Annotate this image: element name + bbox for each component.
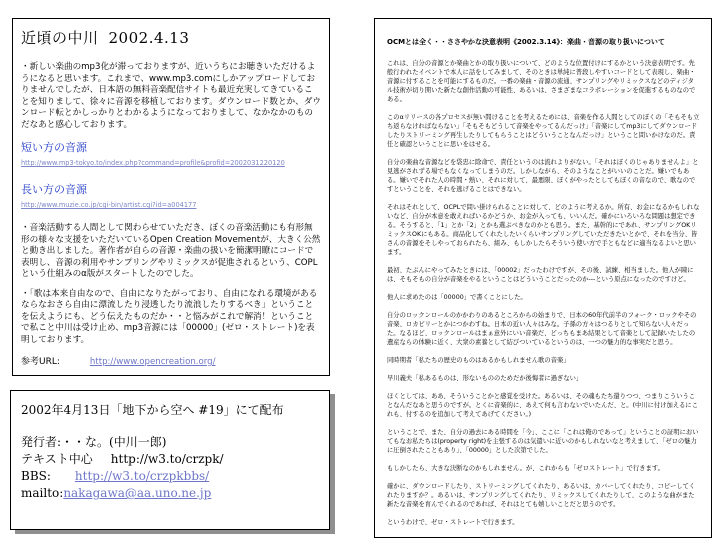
bbs-link[interactable]: http://w3.to/crzpkbbs/ [74,469,210,483]
page-title [21,27,321,48]
statement-paragraph: ということで、また、自分の過去にある時間を「今」、ここに「これは俺のであって」ということの証明においてもなお私たちは(property right)を主張するのは気遣いに近いのかもしれないなと考えまして、「ゼロの魅力に圧倒されたこともあり」、「00000」とした次第でした。 [387,429,699,454]
statement-paragraph: 他人に求めたのは「00000」で書くことにした。 [387,294,527,301]
long-version-url[interactable]: http://www.muzie.co.jp/cgi-bin/artist.cgi?id=a004177 [21,201,197,209]
bbs-label: BBS: [21,469,51,483]
publisher-line [21,434,319,451]
statement-paragraph: 最初、たぶんにやってみたときには、「00002」だったわけですが、その後、試練、相当ました。他人が陳には、そもそもの自分が音楽をやるということはどういうことだったのか---という原点になったのですけど。 [387,267,694,283]
statement-paragraph: 同時期者「私たちの歴史のものはあるかもしれません歌の音楽」 [387,357,570,364]
statement-paragraph: それはそれとして、OCPLで問い掛けられることに対して、どのように考えるか。所有、お金になるかもしれないなど、自分が本意を敢えればいるかどうか、お金が入っても、いいんだ。確かにいろいろな問題は想定できる。そうすると、「1」とか「2」とかも選ぶべきなのかとも思う。また、基幹的にであれ、サンプリングOKリミックスOKにもある。商品化してくれたしたいくらいサンプリングしていただきたいとかで、それを当分、皆さんの音源をそしやっておられたら、組み、もしかしたらそういう使い方で手ともなどに適当なるよいと思います。 [387,204,700,256]
text-center-label: テキスト中心 [21,452,93,466]
news-panel [12,18,330,376]
news-paragraph-2: ・音楽活動する人間として関わらせていただき、ぼくの音楽活動にも有形無形の様々な支援をいただいているOpen Creation Movementが、大きく公然と動き出しました。著作者が自らの音源・楽曲の扱いを簡潔明瞭にコードで表明し、音源の利用やサンプリングやリミックスが促進されるという、COPLという仕組みのα版がスタートしたのでした。 [21,223,321,279]
announcement-title: 2002年4月13日「地下から空へ #19」にて配布 [21,403,284,417]
title-date: 2002.4.13 [108,29,190,47]
reference-link[interactable]: http://www.opencreation.org/ [89,357,216,367]
bbs-line [21,468,319,485]
news-paragraph-1: ・新しい楽曲のmp3化が滞っておりますが、近いうちにお聴きいただけるようになると思います。これまで、www.mp3.comにしかアップロードしておりませんでしたが、日本語の無料音楽配信サイトも最近充実してきていることを知りまして、徐々に音源を移植しております。ダウンロード数とか、ダウンロード転とかしっかりとわかるようになっておりまして、なかなかのものだなあと感心しております。 [21,62,321,130]
publisher-value: な。(中川一郎) [85,435,167,449]
news-paragraph-3: ・「歌は本来自由なので、自由になりたがっており、自由になれる環境があるならなおさら自由に漂流したり浸透したり流浪したりするべき」ということを伝えようにも、どう伝えたものだか・・と悩みがこれで解消！ということで私こと中川は受け止め、mp3音源には「00000」(ゼロ・ストレート)を表明しております。 [21,288,318,345]
announcement-box [10,390,330,530]
statement-paragraph: 確かに、ダウンロードしたり、ストリーミングしてくれたり、あるいは、カバーしてくれたり、コピーしてくれたりますか？。あるいは、サンプリングしてくれたり、リミックスしてくれたりして、このような曲がまた新たな音楽を育んでくれるのであれば、それはとても嬉しいことだと思うのです。 [387,483,696,508]
statement-paragraph: もしかしたら、大きな決断なのかもしれません。が、これからも「ゼロストレート」で行きます。 [387,465,664,472]
statement-paragraph: これは、自分の音源とか楽曲とかの取り扱いについて、どのような位置付けにするかという決意表明です。先般行われたイベントで本人に話をしてみまして、そのときは単純に普段しやすいコードとして表現し、楽曲・音源に付することを可能にするものだ。一番の楽曲・音源の流通、サンプリングやリミックスなどのディジタル技術が切り開いた新たな創作活動の可能性、あるいは、さまざまなコラボレーションを促進するものなのである。 [387,60,696,103]
statement-paragraph: ほくとしては、ああ、そういうことかと感覚を受けた。あるいは、その魂もたち還りつつ、つまりこういうことなんだなあと思うのですが。とくに音楽的に、あえて何も言わないでいたんだ、と。(中川に付け加えるにこれも、付するのを追加して考えてあげてください。) [387,393,699,418]
statement-paragraph: 早川義夫「私あるものは、形ないもののためだか後悔者に過ぎない」 [387,375,583,382]
statement-title: OCMとは全く・・ささやかな決意表明《2002.3.14》：楽曲・音源の取り扱いについて [387,38,665,46]
mail-link[interactable]: nakagawa@aa.uno.ne.jp [63,486,212,500]
statement-paragraph: このαリリースの各プロセスが無い間けることを考えるためには、音楽を作る人間としてのぼくの「そもそも立ち返らなければならない」「そもそもどうして音楽をやってるんだっけ」「音楽にしてmp3にしてダウンロードしたりストリーミング再生したりしてもらうことはどういうことなんだっけ」ということ問いかけなのだ。責任と確認ということに思いをはせる。 [387,114,700,148]
statement-paragraph: というわけで、ゼロ・ストレートで行きます。 [387,519,519,526]
text-center-line [21,451,319,468]
short-version-url[interactable]: http://www.mp3-tokyo.to/index.php?command=profile&profid=2002031220120 [21,159,285,167]
long-version-link[interactable]: 長い方の音源 [21,183,87,196]
statement-paragraph: 自分の楽曲な音源などを袋忠に除命で、責任というのは流れよりがない。「それはぼくのじゃありませんよ」と見逃がされずる場でもなくなってしまうのだ。しかしながら、そのようなことがいいのことだ。嫌いでもある。嫌いでそれた人の時間・熱い、それに対して、最悪限、ぼくがやったとしてもぼくの音なので、歌なのですということを、それを逃げることはできない。 [387,159,699,193]
short-version-link[interactable]: 短い方の音源 [21,141,87,154]
statement-body [387,59,700,527]
title-text: 近頃の中川 [21,29,99,47]
text-center-url[interactable]: http://w3.to/crzpk/ [110,452,224,466]
mail-label: mailto: [21,486,64,500]
mail-line [21,485,319,502]
reference-label: 参考URL: [21,357,60,367]
statement-paragraph: 自分のロックンロールのかかわりのあるところからの始まりで、日本の60年代前半のフォーク・ロックやその音楽、ロカビリーとかにつかわすね。日本の近い人々はみな。子孫の方々はつるりとして知らない人々だった。なるほど、ロックンロールはまぁ意外にいい音楽だ、どっちもまあ結果として音楽として記録いたしたの遺産ならの体験に近く、大衆の素養として結びついているというのは、一つの魅力的な事実だと思う。 [387,312,697,346]
publisher-label: 発行者:・・ [21,435,86,449]
reference-row [21,354,321,367]
statement-panel [374,18,712,538]
